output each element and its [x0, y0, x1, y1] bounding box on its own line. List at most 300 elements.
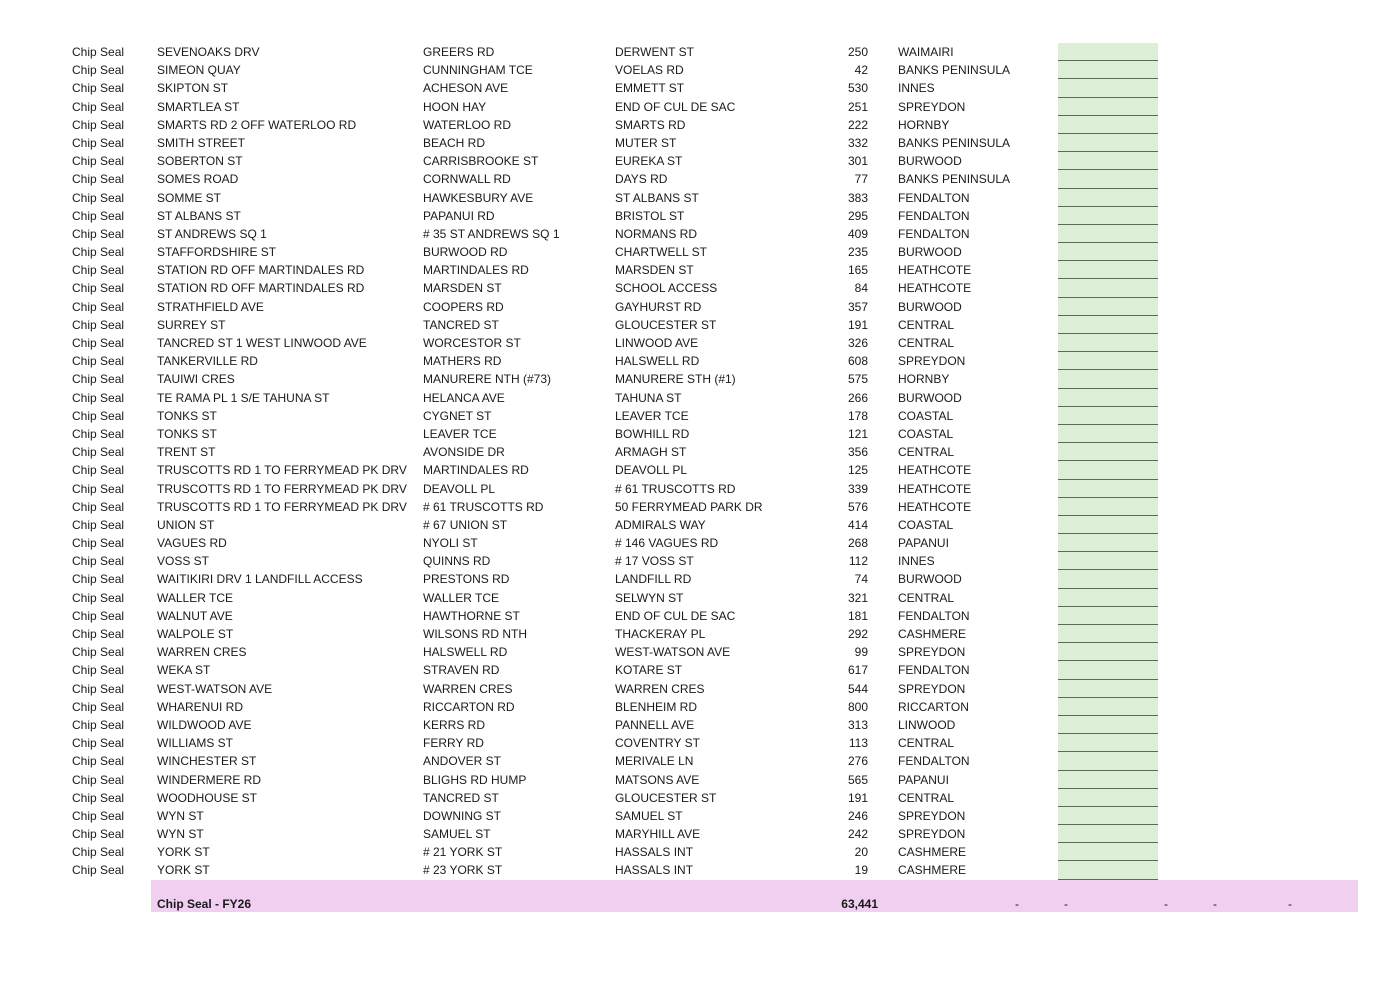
to-location-cell[interactable]: GLOUCESTER ST [615, 317, 717, 332]
to-location-cell[interactable]: TAHUNA ST [615, 390, 682, 405]
from-location-cell[interactable]: WILSONS RD NTH [423, 627, 528, 641]
from-location-cell[interactable]: AVONSIDE DR [423, 445, 505, 460]
street-name-cell[interactable]: WYN ST [157, 808, 204, 823]
from-location-cell[interactable]: # 61 TRUSCOTTS RD [423, 499, 544, 514]
treatment-type-cell[interactable]: Chip Seal [72, 536, 125, 551]
length-cell[interactable]: 332 [847, 135, 868, 150]
input-cell[interactable] [1058, 389, 1158, 407]
from-location-cell[interactable]: COOPERS RD [423, 299, 504, 314]
treatment-type-cell[interactable]: Chip Seal [72, 754, 125, 769]
ward-area-cell[interactable]: HEATHCOTE [898, 499, 972, 514]
length-cell[interactable]: 77 [854, 172, 868, 187]
street-name-cell[interactable]: TE RAMA PL 1 S/E TAHUNA ST [157, 390, 330, 405]
ward-area-cell[interactable]: BURWOOD [898, 154, 962, 169]
from-location-cell[interactable]: NYOLI ST [423, 536, 478, 551]
street-name-cell[interactable]: TRUSCOTTS RD 1 TO FERRYMEAD PK DRV [157, 463, 407, 478]
ward-area-cell[interactable]: CENTRAL [898, 590, 955, 605]
length-cell[interactable]: 121 [847, 426, 868, 441]
from-location-cell[interactable]: DOWNING ST [423, 808, 501, 823]
to-location-cell[interactable]: MARYHILL AVE [615, 827, 701, 842]
treatment-type-cell[interactable]: Chip Seal [72, 517, 125, 532]
from-location-cell[interactable]: BURWOOD RD [423, 245, 508, 260]
to-location-cell[interactable]: END OF CUL DE SAC [615, 99, 736, 114]
to-location-cell[interactable]: WARREN CRES [615, 681, 705, 696]
ward-area-cell[interactable]: BURWOOD [898, 299, 962, 314]
input-cell[interactable] [1058, 516, 1158, 534]
ward-area-cell[interactable]: SPREYDON [898, 827, 966, 842]
treatment-type-cell[interactable]: Chip Seal [72, 408, 125, 423]
treatment-type-cell[interactable]: Chip Seal [72, 736, 125, 751]
to-location-cell[interactable]: BOWHILL RD [615, 426, 690, 441]
to-location-cell[interactable]: WEST-WATSON AVE [615, 645, 731, 660]
to-location-cell[interactable]: END OF CUL DE SAC [615, 608, 736, 623]
length-cell[interactable]: 301 [847, 154, 868, 169]
length-cell[interactable]: 268 [847, 536, 868, 551]
from-location-cell[interactable]: MARTINDALES RD [423, 263, 529, 278]
to-location-cell[interactable]: DERWENT ST [615, 45, 694, 59]
input-cell[interactable] [1058, 316, 1158, 334]
length-cell[interactable]: 20 [854, 845, 868, 860]
input-cell[interactable] [1058, 789, 1158, 807]
from-location-cell[interactable]: RICCARTON RD [423, 699, 515, 714]
street-name-cell[interactable]: UNION ST [157, 517, 215, 532]
treatment-type-cell[interactable]: Chip Seal [72, 208, 125, 223]
ward-area-cell[interactable]: CENTRAL [898, 790, 955, 805]
to-location-cell[interactable]: SAMUEL ST [615, 808, 683, 823]
length-cell[interactable]: 235 [847, 245, 868, 260]
from-location-cell[interactable]: ANDOVER ST [423, 754, 502, 769]
to-location-cell[interactable]: EMMETT ST [615, 81, 685, 96]
ward-area-cell[interactable]: CASHMERE [898, 863, 967, 878]
input-cell[interactable] [1058, 116, 1158, 134]
from-location-cell[interactable]: WALLER TCE [423, 590, 500, 605]
from-location-cell[interactable]: HELANCA AVE [423, 390, 505, 405]
input-cell[interactable] [1058, 570, 1158, 588]
treatment-type-cell[interactable]: Chip Seal [72, 772, 125, 787]
ward-area-cell[interactable]: BANKS PENINSULA [898, 172, 1011, 187]
to-location-cell[interactable]: GAYHURST RD [615, 299, 702, 314]
ward-area-cell[interactable]: SPREYDON [898, 645, 966, 660]
treatment-type-cell[interactable]: Chip Seal [72, 226, 125, 241]
ward-area-cell[interactable]: FENDALTON [898, 608, 970, 623]
ward-area-cell[interactable]: COASTAL [898, 408, 954, 423]
to-location-cell[interactable]: EUREKA ST [615, 154, 683, 169]
treatment-type-cell[interactable]: Chip Seal [72, 572, 125, 587]
street-name-cell[interactable]: WINCHESTER ST [157, 754, 257, 769]
input-cell[interactable] [1058, 752, 1158, 770]
street-name-cell[interactable]: SOMES ROAD [157, 172, 239, 187]
from-location-cell[interactable]: # 23 YORK ST [423, 863, 503, 878]
from-location-cell[interactable]: MANURERE NTH (#73) [423, 372, 552, 387]
from-location-cell[interactable]: QUINNS RD [423, 554, 491, 569]
to-location-cell[interactable]: CHARTWELL ST [615, 245, 708, 260]
from-location-cell[interactable]: CARRISBROOKE ST [423, 154, 539, 169]
input-cell[interactable] [1058, 443, 1158, 461]
length-cell[interactable]: 313 [847, 717, 868, 732]
from-location-cell[interactable]: KERRS RD [423, 717, 486, 732]
from-location-cell[interactable]: # 21 YORK ST [423, 845, 503, 860]
length-cell[interactable]: 84 [854, 281, 868, 296]
treatment-type-cell[interactable]: Chip Seal [72, 117, 125, 132]
from-location-cell[interactable]: HALSWELL RD [423, 645, 508, 660]
treatment-type-cell[interactable]: Chip Seal [72, 645, 125, 660]
street-name-cell[interactable]: WHARENUI RD [157, 699, 243, 714]
length-cell[interactable]: 99 [854, 645, 868, 660]
to-location-cell[interactable]: BRISTOL ST [615, 208, 685, 223]
length-cell[interactable]: 42 [854, 63, 868, 78]
length-cell[interactable]: 125 [847, 463, 868, 478]
ward-area-cell[interactable]: INNES [898, 554, 935, 569]
length-cell[interactable]: 357 [847, 299, 868, 314]
input-cell[interactable] [1058, 807, 1158, 825]
to-location-cell[interactable]: MARSDEN ST [615, 263, 694, 278]
street-name-cell[interactable]: STATION RD OFF MARTINDALES RD [157, 263, 365, 278]
to-location-cell[interactable]: MANURERE STH (#1) [615, 372, 736, 387]
from-location-cell[interactable]: ACHESON AVE [423, 81, 509, 96]
street-name-cell[interactable]: SIMEON QUAY [157, 63, 241, 78]
length-cell[interactable]: 251 [847, 99, 868, 114]
street-name-cell[interactable]: SOMME ST [157, 190, 222, 205]
treatment-type-cell[interactable]: Chip Seal [72, 317, 125, 332]
ward-area-cell[interactable]: WAIMAIRI [898, 45, 954, 59]
to-location-cell[interactable]: SELWYN ST [615, 590, 684, 605]
treatment-type-cell[interactable]: Chip Seal [72, 426, 125, 441]
treatment-type-cell[interactable]: Chip Seal [72, 390, 125, 405]
length-cell[interactable]: 246 [847, 808, 868, 823]
from-location-cell[interactable]: TANCRED ST [423, 317, 499, 332]
length-cell[interactable]: 165 [847, 263, 868, 278]
ward-area-cell[interactable]: PAPANUI [898, 772, 949, 787]
input-cell[interactable] [1058, 225, 1158, 243]
ward-area-cell[interactable]: BURWOOD [898, 572, 962, 587]
ward-area-cell[interactable]: SPREYDON [898, 808, 966, 823]
from-location-cell[interactable]: # 67 UNION ST [423, 517, 508, 532]
street-name-cell[interactable]: SMARTLEA ST [157, 99, 240, 114]
street-name-cell[interactable]: TAUIWI CRES [157, 372, 235, 387]
street-name-cell[interactable]: WOODHOUSE ST [157, 790, 258, 805]
to-location-cell[interactable]: ST ALBANS ST [615, 190, 699, 205]
length-cell[interactable]: 383 [847, 190, 868, 205]
input-cell[interactable] [1058, 189, 1158, 207]
from-location-cell[interactable]: PAPANUI RD [423, 208, 495, 223]
ward-area-cell[interactable]: CASHMERE [898, 627, 967, 641]
street-name-cell[interactable]: WEST-WATSON AVE [157, 681, 273, 696]
treatment-type-cell[interactable]: Chip Seal [72, 372, 125, 387]
ward-area-cell[interactable]: LINWOOD [898, 717, 956, 732]
from-location-cell[interactable]: DEAVOLL PL [423, 481, 496, 496]
to-location-cell[interactable]: SMARTS RD [615, 117, 686, 132]
to-location-cell[interactable]: # 146 VAGUES RD [615, 536, 719, 551]
from-location-cell[interactable]: MARTINDALES RD [423, 463, 529, 478]
input-cell[interactable] [1058, 661, 1158, 679]
from-location-cell[interactable]: BLIGHS RD HUMP [423, 772, 527, 787]
input-cell[interactable] [1058, 625, 1158, 643]
street-name-cell[interactable]: VAGUES RD [157, 536, 227, 551]
ward-area-cell[interactable]: FENDALTON [898, 226, 970, 241]
from-location-cell[interactable]: MATHERS RD [423, 354, 502, 369]
street-name-cell[interactable]: SURREY ST [157, 317, 226, 332]
length-cell[interactable]: 222 [847, 117, 868, 132]
to-location-cell[interactable]: # 61 TRUSCOTTS RD [615, 481, 736, 496]
ward-area-cell[interactable]: HEATHCOTE [898, 263, 972, 278]
street-name-cell[interactable]: SKIPTON ST [157, 81, 229, 96]
street-name-cell[interactable]: ST ALBANS ST [157, 208, 241, 223]
input-cell[interactable] [1058, 134, 1158, 152]
treatment-type-cell[interactable]: Chip Seal [72, 190, 125, 205]
street-name-cell[interactable]: VOSS ST [157, 554, 210, 569]
length-cell[interactable]: 356 [847, 445, 868, 460]
street-name-cell[interactable]: TONKS ST [157, 426, 217, 441]
treatment-type-cell[interactable]: Chip Seal [72, 554, 125, 569]
length-cell[interactable]: 608 [847, 354, 868, 369]
treatment-type-cell[interactable]: Chip Seal [72, 354, 125, 369]
treatment-type-cell[interactable]: Chip Seal [72, 336, 125, 350]
input-cell[interactable] [1058, 861, 1158, 879]
input-cell[interactable] [1058, 279, 1158, 297]
to-location-cell[interactable]: LINWOOD AVE [615, 336, 699, 350]
treatment-type-cell[interactable]: Chip Seal [72, 245, 125, 260]
street-name-cell[interactable]: SMARTS RD 2 OFF WATERLOO RD [157, 117, 357, 132]
input-cell[interactable] [1058, 61, 1158, 79]
length-cell[interactable]: 19 [854, 863, 868, 878]
street-name-cell[interactable]: WILLIAMS ST [157, 736, 234, 751]
from-location-cell[interactable]: WARREN CRES [423, 681, 513, 696]
length-cell[interactable]: 321 [847, 590, 868, 605]
to-location-cell[interactable]: THACKERAY PL [615, 627, 706, 641]
treatment-type-cell[interactable]: Chip Seal [72, 827, 125, 842]
treatment-type-cell[interactable]: Chip Seal [72, 499, 125, 514]
to-location-cell[interactable]: KOTARE ST [615, 663, 683, 678]
input-cell[interactable] [1058, 552, 1158, 570]
ward-area-cell[interactable]: CENTRAL [898, 317, 955, 332]
street-name-cell[interactable]: TANKERVILLE RD [157, 354, 258, 369]
street-name-cell[interactable]: WINDERMERE RD [157, 772, 261, 787]
ward-area-cell[interactable]: HORNBY [898, 372, 950, 387]
ward-area-cell[interactable]: HEATHCOTE [898, 481, 972, 496]
treatment-type-cell[interactable]: Chip Seal [72, 99, 125, 114]
input-cell[interactable] [1058, 152, 1158, 170]
to-location-cell[interactable]: DAYS RD [615, 172, 668, 187]
ward-area-cell[interactable]: CENTRAL [898, 336, 955, 350]
treatment-type-cell[interactable]: Chip Seal [72, 63, 125, 78]
input-cell[interactable] [1058, 825, 1158, 843]
treatment-type-cell[interactable]: Chip Seal [72, 808, 125, 823]
ward-area-cell[interactable]: SPREYDON [898, 354, 966, 369]
ward-area-cell[interactable]: CENTRAL [898, 445, 955, 460]
ward-area-cell[interactable]: COASTAL [898, 426, 954, 441]
treatment-type-cell[interactable]: Chip Seal [72, 863, 125, 878]
length-cell[interactable]: 339 [847, 481, 868, 496]
input-cell[interactable] [1058, 243, 1158, 261]
input-cell[interactable] [1058, 843, 1158, 861]
street-name-cell[interactable]: WARREN CRES [157, 645, 247, 660]
street-name-cell[interactable]: WALLER TCE [157, 590, 234, 605]
to-location-cell[interactable]: # 17 VOSS ST [615, 554, 694, 569]
length-cell[interactable]: 113 [848, 736, 868, 751]
input-cell[interactable] [1058, 407, 1158, 425]
ward-area-cell[interactable]: RICCARTON [898, 699, 969, 714]
input-cell[interactable] [1058, 698, 1158, 716]
from-location-cell[interactable]: HAWKESBURY AVE [423, 190, 534, 205]
street-name-cell[interactable]: STAFFORDSHIRE ST [157, 245, 277, 260]
from-location-cell[interactable]: CUNNINGHAM TCE [423, 63, 533, 78]
street-name-cell[interactable]: WAITIKIRI DRV 1 LANDFILL ACCESS [157, 572, 363, 587]
treatment-type-cell[interactable]: Chip Seal [72, 717, 125, 732]
from-location-cell[interactable]: HOON HAY [423, 99, 487, 114]
from-location-cell[interactable]: # 35 ST ANDREWS SQ 1 [423, 226, 560, 241]
input-cell[interactable] [1058, 734, 1158, 752]
input-cell[interactable] [1058, 480, 1158, 498]
input-cell[interactable] [1058, 43, 1158, 61]
street-name-cell[interactable]: SOBERTON ST [157, 154, 243, 169]
to-location-cell[interactable]: LANDFILL RD [615, 572, 692, 587]
street-name-cell[interactable]: WALNUT AVE [157, 608, 233, 623]
treatment-type-cell[interactable]: Chip Seal [72, 299, 125, 314]
ward-area-cell[interactable]: FENDALTON [898, 208, 970, 223]
ward-area-cell[interactable]: BANKS PENINSULA [898, 135, 1011, 150]
length-cell[interactable]: 276 [847, 754, 868, 769]
to-location-cell[interactable]: HASSALS INT [615, 863, 694, 878]
length-cell[interactable]: 544 [847, 681, 868, 696]
to-location-cell[interactable]: MUTER ST [615, 135, 677, 150]
length-cell[interactable]: 191 [847, 317, 868, 332]
input-cell[interactable] [1058, 716, 1158, 734]
to-location-cell[interactable]: HASSALS INT [615, 845, 694, 860]
input-cell[interactable] [1058, 643, 1158, 661]
input-cell[interactable] [1058, 207, 1158, 225]
length-cell[interactable]: 565 [847, 772, 868, 787]
treatment-type-cell[interactable]: Chip Seal [72, 627, 125, 641]
treatment-type-cell[interactable]: Chip Seal [72, 154, 125, 169]
ward-area-cell[interactable]: SPREYDON [898, 681, 966, 696]
to-location-cell[interactable]: GLOUCESTER ST [615, 790, 717, 805]
length-cell[interactable]: 191 [847, 790, 868, 805]
length-cell[interactable]: 617 [847, 663, 868, 678]
from-location-cell[interactable]: FERRY RD [423, 736, 484, 751]
ward-area-cell[interactable]: FENDALTON [898, 754, 970, 769]
from-location-cell[interactable]: WORCESTOR ST [423, 336, 521, 350]
to-location-cell[interactable]: LEAVER TCE [615, 408, 689, 423]
input-cell[interactable] [1058, 461, 1158, 479]
treatment-type-cell[interactable]: Chip Seal [72, 608, 125, 623]
street-name-cell[interactable]: TRENT ST [157, 445, 216, 460]
treatment-type-cell[interactable]: Chip Seal [72, 681, 125, 696]
input-cell[interactable] [1058, 352, 1158, 370]
street-name-cell[interactable]: YORK ST [157, 863, 210, 878]
to-location-cell[interactable]: HALSWELL RD [615, 354, 700, 369]
treatment-type-cell[interactable]: Chip Seal [72, 81, 125, 96]
to-location-cell[interactable]: ARMAGH ST [615, 445, 687, 460]
length-cell[interactable]: 250 [847, 45, 868, 59]
from-location-cell[interactable]: GREERS RD [423, 45, 495, 59]
ward-area-cell[interactable]: FENDALTON [898, 190, 970, 205]
street-name-cell[interactable]: YORK ST [157, 845, 210, 860]
treatment-type-cell[interactable]: Chip Seal [72, 481, 125, 496]
treatment-type-cell[interactable]: Chip Seal [72, 463, 125, 478]
ward-area-cell[interactable]: HEATHCOTE [898, 463, 972, 478]
ward-area-cell[interactable]: HEATHCOTE [898, 281, 972, 296]
to-location-cell[interactable]: DEAVOLL PL [615, 463, 688, 478]
length-cell[interactable]: 181 [847, 608, 868, 623]
street-name-cell[interactable]: TONKS ST [157, 408, 217, 423]
from-location-cell[interactable]: MARSDEN ST [423, 281, 502, 296]
from-location-cell[interactable]: CORNWALL RD [423, 172, 511, 187]
from-location-cell[interactable]: STRAVEN RD [423, 663, 500, 678]
length-cell[interactable]: 74 [854, 572, 868, 587]
ward-area-cell[interactable]: INNES [898, 81, 935, 96]
input-cell[interactable] [1058, 98, 1158, 116]
to-location-cell[interactable]: BLENHEIM RD [615, 699, 698, 714]
from-location-cell[interactable]: HAWTHORNE ST [423, 608, 520, 623]
treatment-type-cell[interactable]: Chip Seal [72, 590, 125, 605]
input-cell[interactable] [1058, 261, 1158, 279]
treatment-type-cell[interactable]: Chip Seal [72, 172, 125, 187]
street-name-cell[interactable]: TANCRED ST 1 WEST LINWOOD AVE [157, 336, 367, 350]
treatment-type-cell[interactable]: Chip Seal [72, 45, 125, 59]
street-name-cell[interactable]: STRATHFIELD AVE [157, 299, 264, 314]
from-location-cell[interactable]: TANCRED ST [423, 790, 499, 805]
input-cell[interactable] [1058, 334, 1158, 352]
input-cell[interactable] [1058, 589, 1158, 607]
street-name-cell[interactable]: WEKA ST [157, 663, 211, 678]
ward-area-cell[interactable]: CENTRAL [898, 736, 955, 751]
street-name-cell[interactable]: SEVENOAKS DRV [157, 45, 260, 59]
to-location-cell[interactable]: NORMANS RD [615, 226, 698, 241]
ward-area-cell[interactable]: BURWOOD [898, 390, 962, 405]
treatment-type-cell[interactable]: Chip Seal [72, 663, 125, 678]
input-cell[interactable] [1058, 498, 1158, 516]
length-cell[interactable]: 409 [847, 226, 868, 241]
input-cell[interactable] [1058, 771, 1158, 789]
ward-area-cell[interactable]: CASHMERE [898, 845, 967, 860]
treatment-type-cell[interactable]: Chip Seal [72, 790, 125, 805]
ward-area-cell[interactable]: SPREYDON [898, 99, 966, 114]
ward-area-cell[interactable]: BANKS PENINSULA [898, 63, 1011, 78]
from-location-cell[interactable]: LEAVER TCE [423, 426, 497, 441]
to-location-cell[interactable]: MERIVALE LN [615, 754, 694, 769]
treatment-type-cell[interactable]: Chip Seal [72, 281, 125, 296]
street-name-cell[interactable]: TRUSCOTTS RD 1 TO FERRYMEAD PK DRV [157, 499, 407, 514]
length-cell[interactable]: 242 [847, 827, 868, 842]
input-cell[interactable] [1058, 79, 1158, 97]
to-location-cell[interactable]: MATSONS AVE [615, 772, 700, 787]
input-cell[interactable] [1058, 298, 1158, 316]
input-cell[interactable] [1058, 425, 1158, 443]
treatment-type-cell[interactable]: Chip Seal [72, 263, 125, 278]
length-cell[interactable]: 326 [847, 336, 868, 350]
from-location-cell[interactable]: BEACH RD [423, 135, 486, 150]
length-cell[interactable]: 266 [847, 390, 868, 405]
ward-area-cell[interactable]: COASTAL [898, 517, 954, 532]
length-cell[interactable]: 112 [848, 554, 868, 569]
input-cell[interactable] [1058, 607, 1158, 625]
treatment-type-cell[interactable]: Chip Seal [72, 135, 125, 150]
length-cell[interactable]: 800 [847, 699, 868, 714]
from-location-cell[interactable]: WATERLOO RD [423, 117, 512, 132]
treatment-type-cell[interactable]: Chip Seal [72, 845, 125, 860]
length-cell[interactable]: 295 [847, 208, 868, 223]
input-cell[interactable] [1058, 680, 1158, 698]
length-cell[interactable]: 530 [847, 81, 868, 96]
street-name-cell[interactable]: STATION RD OFF MARTINDALES RD [157, 281, 365, 296]
input-cell[interactable] [1058, 534, 1158, 552]
length-cell[interactable]: 292 [847, 627, 868, 641]
street-name-cell[interactable]: WILDWOOD AVE [157, 717, 252, 732]
street-name-cell[interactable]: TRUSCOTTS RD 1 TO FERRYMEAD PK DRV [157, 481, 407, 496]
length-cell[interactable]: 575 [847, 372, 868, 387]
treatment-type-cell[interactable]: Chip Seal [72, 445, 125, 460]
to-location-cell[interactable]: VOELAS RD [615, 63, 684, 78]
